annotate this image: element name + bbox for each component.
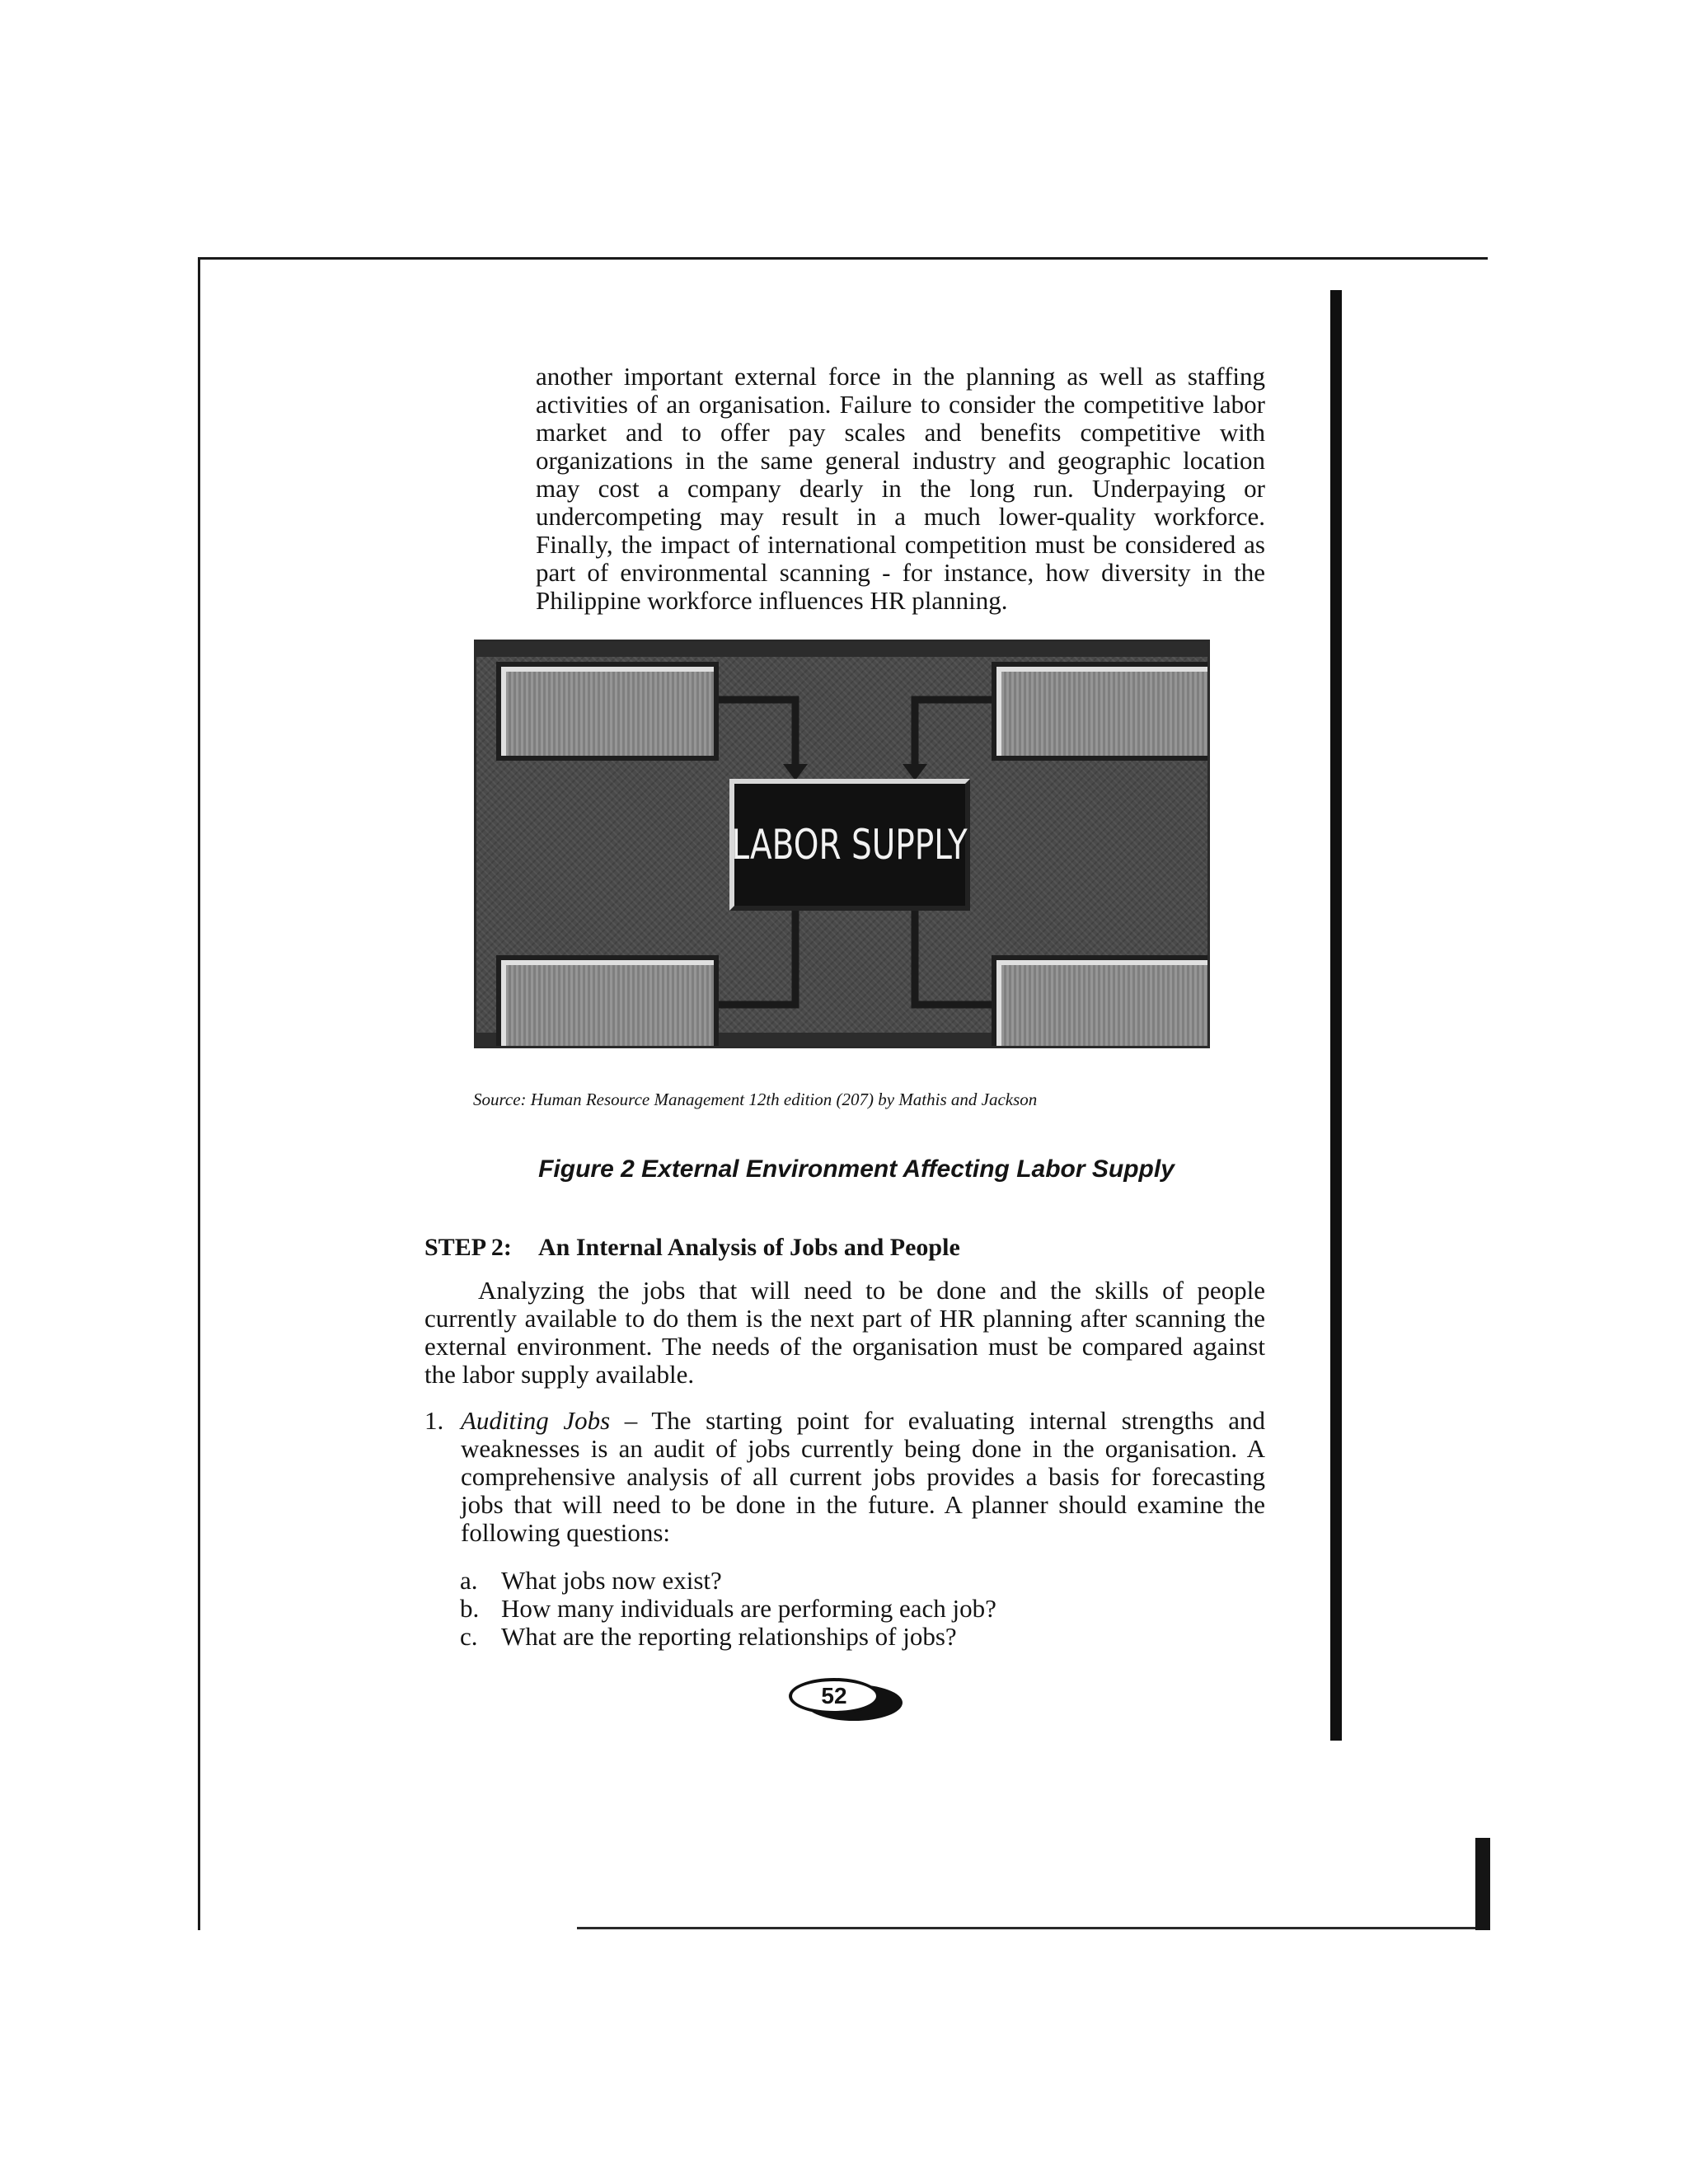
- page-number: 52: [789, 1678, 879, 1714]
- list-item-marker: c.: [460, 1622, 478, 1651]
- numbered-item-term: Auditing Jobs: [461, 1406, 611, 1435]
- scan-binding-shadow: [1330, 290, 1342, 1741]
- list-item-text: How many individuals are performing each job?: [501, 1594, 996, 1623]
- connector-bottom-right: [915, 911, 992, 1005]
- scan-border-left: [198, 257, 200, 1930]
- scan-corner-shadow: [1475, 1838, 1490, 1930]
- arrow-head-left: [783, 764, 808, 780]
- figure-box-top-right: [992, 662, 1210, 761]
- connector-top-right: [915, 700, 992, 766]
- figure-center-label: LABOR SUPPLY: [731, 821, 968, 869]
- numbered-item-marker: 1.: [424, 1406, 444, 1435]
- list-item-text: What jobs now exist?: [501, 1566, 722, 1595]
- page-number-badge: [787, 1675, 911, 1724]
- numbered-item-body: [461, 1407, 1265, 1547]
- list-item-marker: b.: [460, 1594, 480, 1623]
- figure-box-bottom-left: [496, 955, 719, 1048]
- figure-caption: Figure 2 External Environment Affecting Labor Supply: [538, 1155, 1175, 1183]
- scan-border-bottom: [577, 1927, 1488, 1929]
- step-title: An Internal Analysis of Jobs and People: [538, 1234, 960, 1261]
- connector-bottom-left: [719, 911, 795, 1005]
- list-item-text: What are the reporting relationships of jobs?: [501, 1622, 957, 1651]
- figure-box-bottom-right: [992, 955, 1210, 1048]
- scan-border-top: [198, 257, 1488, 260]
- list-item-marker: a.: [460, 1566, 478, 1595]
- figure-source: Source: Human Resource Management 12th edition (207) by Mathis and Jackson: [473, 1090, 1038, 1109]
- step-paragraph: Analyzing the jobs that will need to be done and the skills of people currently available to do them is the next part of HR planning after scanning the external environment. The needs of the organisation must be compared against the labor supply available.: [424, 1276, 1265, 1389]
- arrow-head-right: [903, 764, 927, 780]
- step-label: STEP 2:: [424, 1234, 512, 1261]
- step-heading: [424, 1234, 960, 1262]
- intro-paragraph: another important external force in the planning as well as staffing activities of an organisation. Failure to consider the competitive labor market and to offer pay scales and benefits competitive with organizations in the same general industry and geographic location may cost a company dearly in the long run. Underpaying or undercompeting may result in a much lower-quality workforce. Finally, the impact of international competition must be considered as part of environmental scanning - for instance, how diversity in the Philippine workforce influences HR planning.: [536, 362, 1265, 615]
- numbered-item-text: – The starting point for evaluating internal strengths and weaknesses is an audit of jobs currently being done in the organisation. A comprehensive analysis of all current jobs provides a basis for forecasting jobs that will need to be done in the future. A planner should examine the following questions:: [461, 1406, 1266, 1547]
- labor-supply-figure: [474, 640, 1210, 1048]
- figure-box-top-left: [496, 662, 719, 761]
- figure-center-box: [729, 779, 970, 911]
- connector-top-left: [719, 700, 795, 766]
